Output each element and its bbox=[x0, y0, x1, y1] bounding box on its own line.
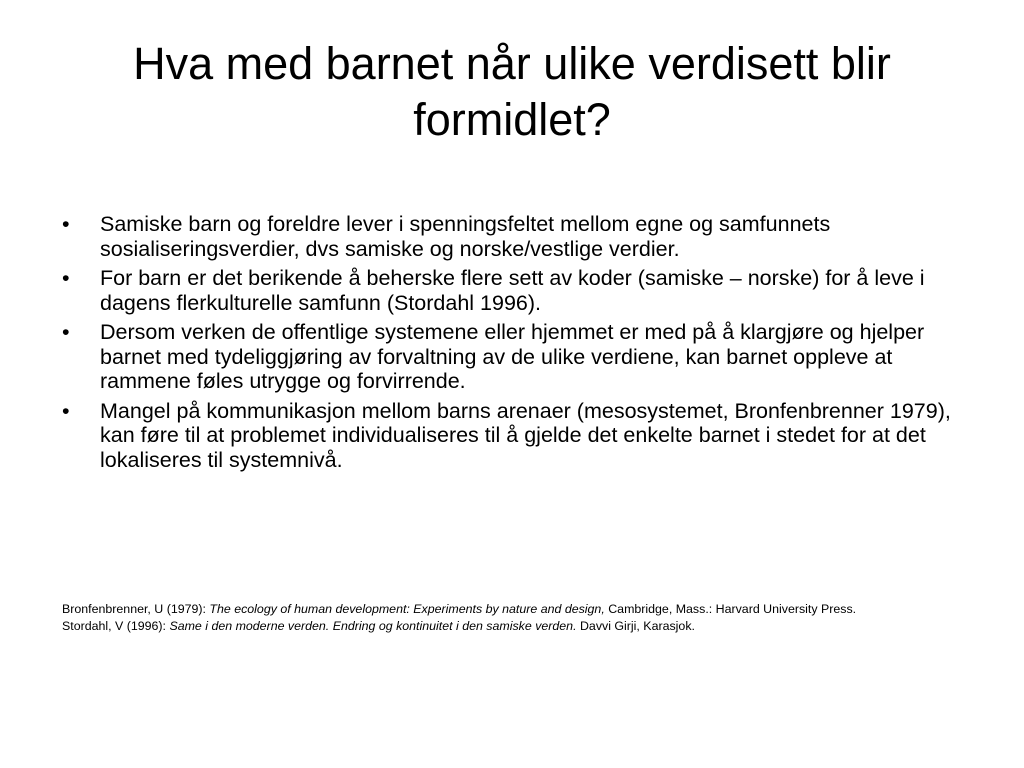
bullet-text: Samiske barn og foreldre lever i spenningsfeltet mellom egne og samfunnets sosialiseringsverdier, dvs samiske og norske/vestlige verdier. bbox=[100, 212, 831, 261]
bullet-list bbox=[60, 212, 980, 477]
reference-item bbox=[62, 620, 962, 634]
bullet-marker: • bbox=[62, 320, 70, 344]
bullet-marker: • bbox=[62, 212, 70, 236]
bullet-item bbox=[60, 320, 980, 394]
bullet-text: Dersom verken de offentlige systemene eller hjemmet er med på å klargjøre og hjelper barnet med tydeliggjøring av forvaltning av de ulike verdiene, kan barnet oppleve at rammene føles utrygge og forvirrende. bbox=[100, 320, 925, 393]
bullet-marker: • bbox=[62, 398, 70, 423]
slide-title: Hva med barnet når ulike verdisett blir formidlet? bbox=[133, 38, 891, 145]
reference-author: Stordahl, V (1996): bbox=[62, 618, 170, 633]
reference-title: The ecology of human development: Experiments by nature and design, bbox=[209, 602, 605, 616]
reference-author: Bronfenbrenner, U (1979): bbox=[62, 602, 210, 616]
reference-publisher: Davvi Girji, Karasjok. bbox=[576, 618, 695, 633]
bullet-item bbox=[60, 266, 980, 315]
reference-item bbox=[62, 603, 962, 617]
bullet-item bbox=[60, 399, 980, 473]
reference-title: Same i den moderne verden. Endring og kontinuitet i den samiske verden. bbox=[169, 618, 577, 633]
reference-list bbox=[62, 603, 962, 636]
bullet-text: For barn er det berikende å beherske flere sett av koder (samiske – norske) for å leve i dagens flerkulturelle samfunn (Stordahl 1996). bbox=[100, 266, 925, 315]
bullet-item bbox=[60, 212, 980, 261]
bullet-marker: • bbox=[62, 266, 70, 290]
reference-publisher: Cambridge, Mass.: Harvard University Press. bbox=[604, 602, 857, 616]
bullet-text: Mangel på kommunikasjon mellom barns arenaer (mesosystemet, Bronfenbrenner 1979), kan føre til at problemet individualiseres til å gjelde det enkelte barnet i stedet for at det lokaliseres til systemnivå. bbox=[100, 398, 951, 472]
